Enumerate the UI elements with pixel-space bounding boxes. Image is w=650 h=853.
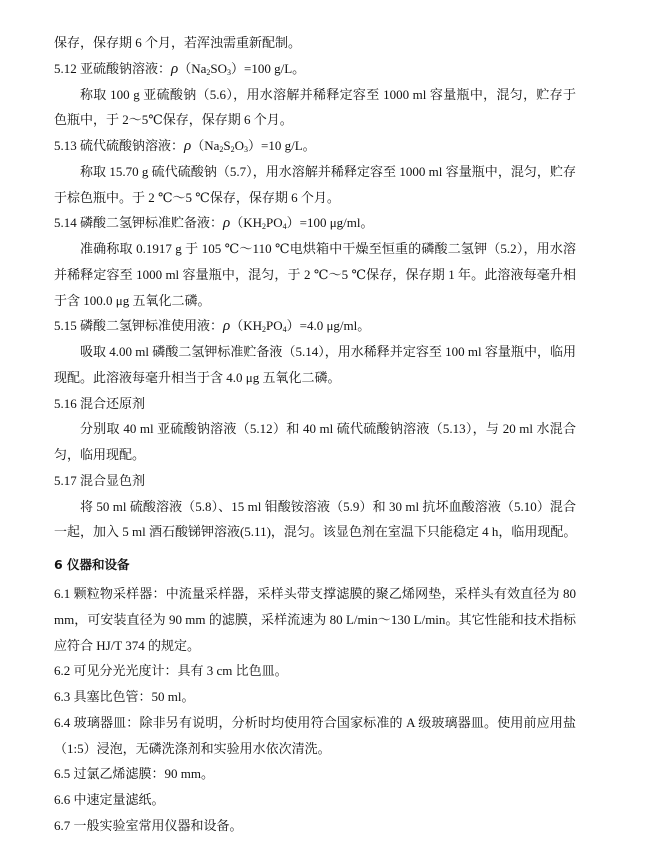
text-segment: 6.3 具塞比色管：50 ml。 xyxy=(54,689,195,704)
text-segment: 6.5 过氯乙烯滤膜：90 mm。 xyxy=(54,766,214,782)
text-segment: 5.16 混合还原剂 xyxy=(54,395,146,411)
text-line xyxy=(54,56,576,82)
text-line xyxy=(54,519,576,545)
text-line xyxy=(54,658,576,684)
text-segment: 于含 100.0 μg 五氧化二磷。 xyxy=(54,292,211,308)
text-segment: ）=100 g/L。 xyxy=(231,60,306,76)
text-segment: ）=4.0 μg/ml。 xyxy=(286,318,371,334)
text-segment: 6.7 一般实验室常用仪器和设备。 xyxy=(54,817,243,833)
text-segment: （Na xyxy=(191,138,220,153)
text-line xyxy=(54,710,576,736)
section-heading xyxy=(54,545,576,579)
text-segment: SO xyxy=(210,60,228,76)
document-page xyxy=(54,30,576,839)
text-line xyxy=(54,736,576,762)
text-line xyxy=(54,581,576,607)
text-segment: 准确称取 0.1917 g 于 105 ℃～110 ℃电烘箱中干燥至恒重的磷酸二氢钾（5.2），用水溶 xyxy=(80,241,576,256)
text-line xyxy=(54,159,576,185)
text-segment: （KH xyxy=(230,318,262,334)
subscript: 3 xyxy=(227,67,232,77)
subscript: 3 xyxy=(244,145,249,154)
text-line xyxy=(54,185,576,211)
subscript: 2 xyxy=(206,67,211,77)
text-line xyxy=(54,210,576,236)
text-segment: 5.15 磷酸二氢钾标准使用液： xyxy=(54,318,224,334)
text-line xyxy=(54,288,576,314)
text-line xyxy=(54,761,576,787)
text-segment: PO xyxy=(266,215,283,231)
text-line xyxy=(54,813,576,839)
text-line xyxy=(54,468,576,494)
text-segment: 称取 100 g 亚硫酸钠（5.6），用水溶解并稀释定容至 1000 ml 容量瓶中，混匀，贮存于 xyxy=(80,86,576,102)
text-segment: 将 50 ml 硫酸溶液（5.8）、15 ml 钼酸铵溶液（5.9）和 30 ml 抗坏血酸溶液（5.10）混合 xyxy=(80,498,576,514)
text-segment: 保存，保存期 6 个月，若浑浊需重新配制。 xyxy=(54,35,302,50)
text-line xyxy=(54,313,576,339)
text-segment: 5.17 混合显色剂 xyxy=(54,472,146,488)
text-line xyxy=(54,133,576,159)
text-segment: （1:5）浸泡，无磷洗涤剂和实验用水依次清洗。 xyxy=(54,740,331,756)
text-segment: 色瓶中，于 2～5℃保存，保存期 6 个月。 xyxy=(54,112,293,128)
text-segment: （KH xyxy=(230,215,262,231)
text-segment: 6.1 颗粒物采样器：中流量采样器，采样头带支撑滤膜的聚乙烯网垫，采样头有效直径为 80 xyxy=(54,586,576,601)
text-line xyxy=(54,236,576,262)
text-segment: 5.14 磷酸二氢钾标准贮备液： xyxy=(54,215,224,231)
text-line xyxy=(54,442,576,468)
subscript: 2 xyxy=(262,222,266,232)
rho-symbol: ρ xyxy=(184,138,192,154)
rho-symbol: ρ xyxy=(171,60,179,77)
text-line xyxy=(54,365,576,391)
text-line xyxy=(54,494,576,520)
text-segment: 应符合 HJ/T 374 的规定。 xyxy=(54,637,201,653)
text-segment: 6 仪器和设备 xyxy=(54,557,130,572)
text-segment: 分别取 40 ml 亚硫酸钠溶液（5.12）和 40 ml 硫代硫酸钠溶液（5.13），与 20 ml 水混合 xyxy=(80,421,576,437)
subscript: 2 xyxy=(262,325,266,335)
subscript: 2 xyxy=(219,145,224,154)
text-line xyxy=(54,607,576,633)
subscript: 4 xyxy=(282,325,287,335)
text-line xyxy=(54,107,576,133)
text-segment: 匀，临用现配。 xyxy=(54,447,146,462)
text-segment: 称取 15.70 g 硫代硫酸钠（5.7），用水溶解并稀释定容至 1000 ml 容量瓶中，混匀，贮存 xyxy=(80,163,576,179)
text-segment: 现配。此溶液每毫升相当于含 4.0 μg 五氧化二磷。 xyxy=(54,369,341,385)
subscript: 2 xyxy=(230,145,235,154)
text-segment: 6.6 中速定量滤纸。 xyxy=(54,792,165,807)
subscript: 4 xyxy=(282,222,287,232)
text-segment: （Na xyxy=(178,60,207,76)
text-segment: 于棕色瓶中。于 2 ℃～5 ℃保存，保存期 6 个月。 xyxy=(54,189,340,205)
text-segment: 吸取 4.00 ml 磷酸二氢钾标准贮备液（5.14），用水稀释并定容至 100 ml 容量瓶中，临用 xyxy=(80,344,576,359)
text-segment: 一起，加入 5 ml 酒石酸锑钾溶液(5.11)，混匀。该显色剂在室温下只能稳定 4 h，临用现配。 xyxy=(54,524,577,540)
text-line xyxy=(54,262,576,288)
text-line xyxy=(54,787,576,813)
text-segment: S xyxy=(223,138,231,153)
text-segment: 6.2 可见分光光度计：具有 3 cm 比色皿。 xyxy=(54,663,288,679)
text-segment: ）=10 g/L。 xyxy=(248,138,316,153)
text-line xyxy=(54,339,576,365)
text-line xyxy=(54,30,576,56)
text-line xyxy=(54,82,576,108)
text-line xyxy=(54,633,576,659)
rho-symbol: ρ xyxy=(223,318,231,335)
text-segment: PO xyxy=(266,318,283,334)
text-line xyxy=(54,391,576,417)
text-segment: ）=100 μg/ml。 xyxy=(286,215,374,231)
text-line xyxy=(54,684,576,710)
text-segment: 并稀释定容至 1000 ml 容量瓶中，混匀，于 2 ℃～5 ℃保存，保存期 1 年。此溶液每毫升相 xyxy=(54,266,576,282)
text-segment: 6.4 玻璃器皿：除非另有说明，分析时均使用符合国家标准的 A 级玻璃器皿。使用前应用盐 xyxy=(54,714,576,730)
text-segment: O xyxy=(234,138,245,153)
text-segment: mm，可安装直径为 90 mm 的滤膜，采样流速为 80 L/min～130 L/min。其它性能和技术指标 xyxy=(54,611,576,627)
text-line xyxy=(54,416,576,442)
rho-symbol: ρ xyxy=(223,215,231,232)
text-segment: 5.12 亚硫酸钠溶液： xyxy=(54,60,172,76)
text-segment: 5.13 硫代硫酸钠溶液： xyxy=(54,138,185,153)
